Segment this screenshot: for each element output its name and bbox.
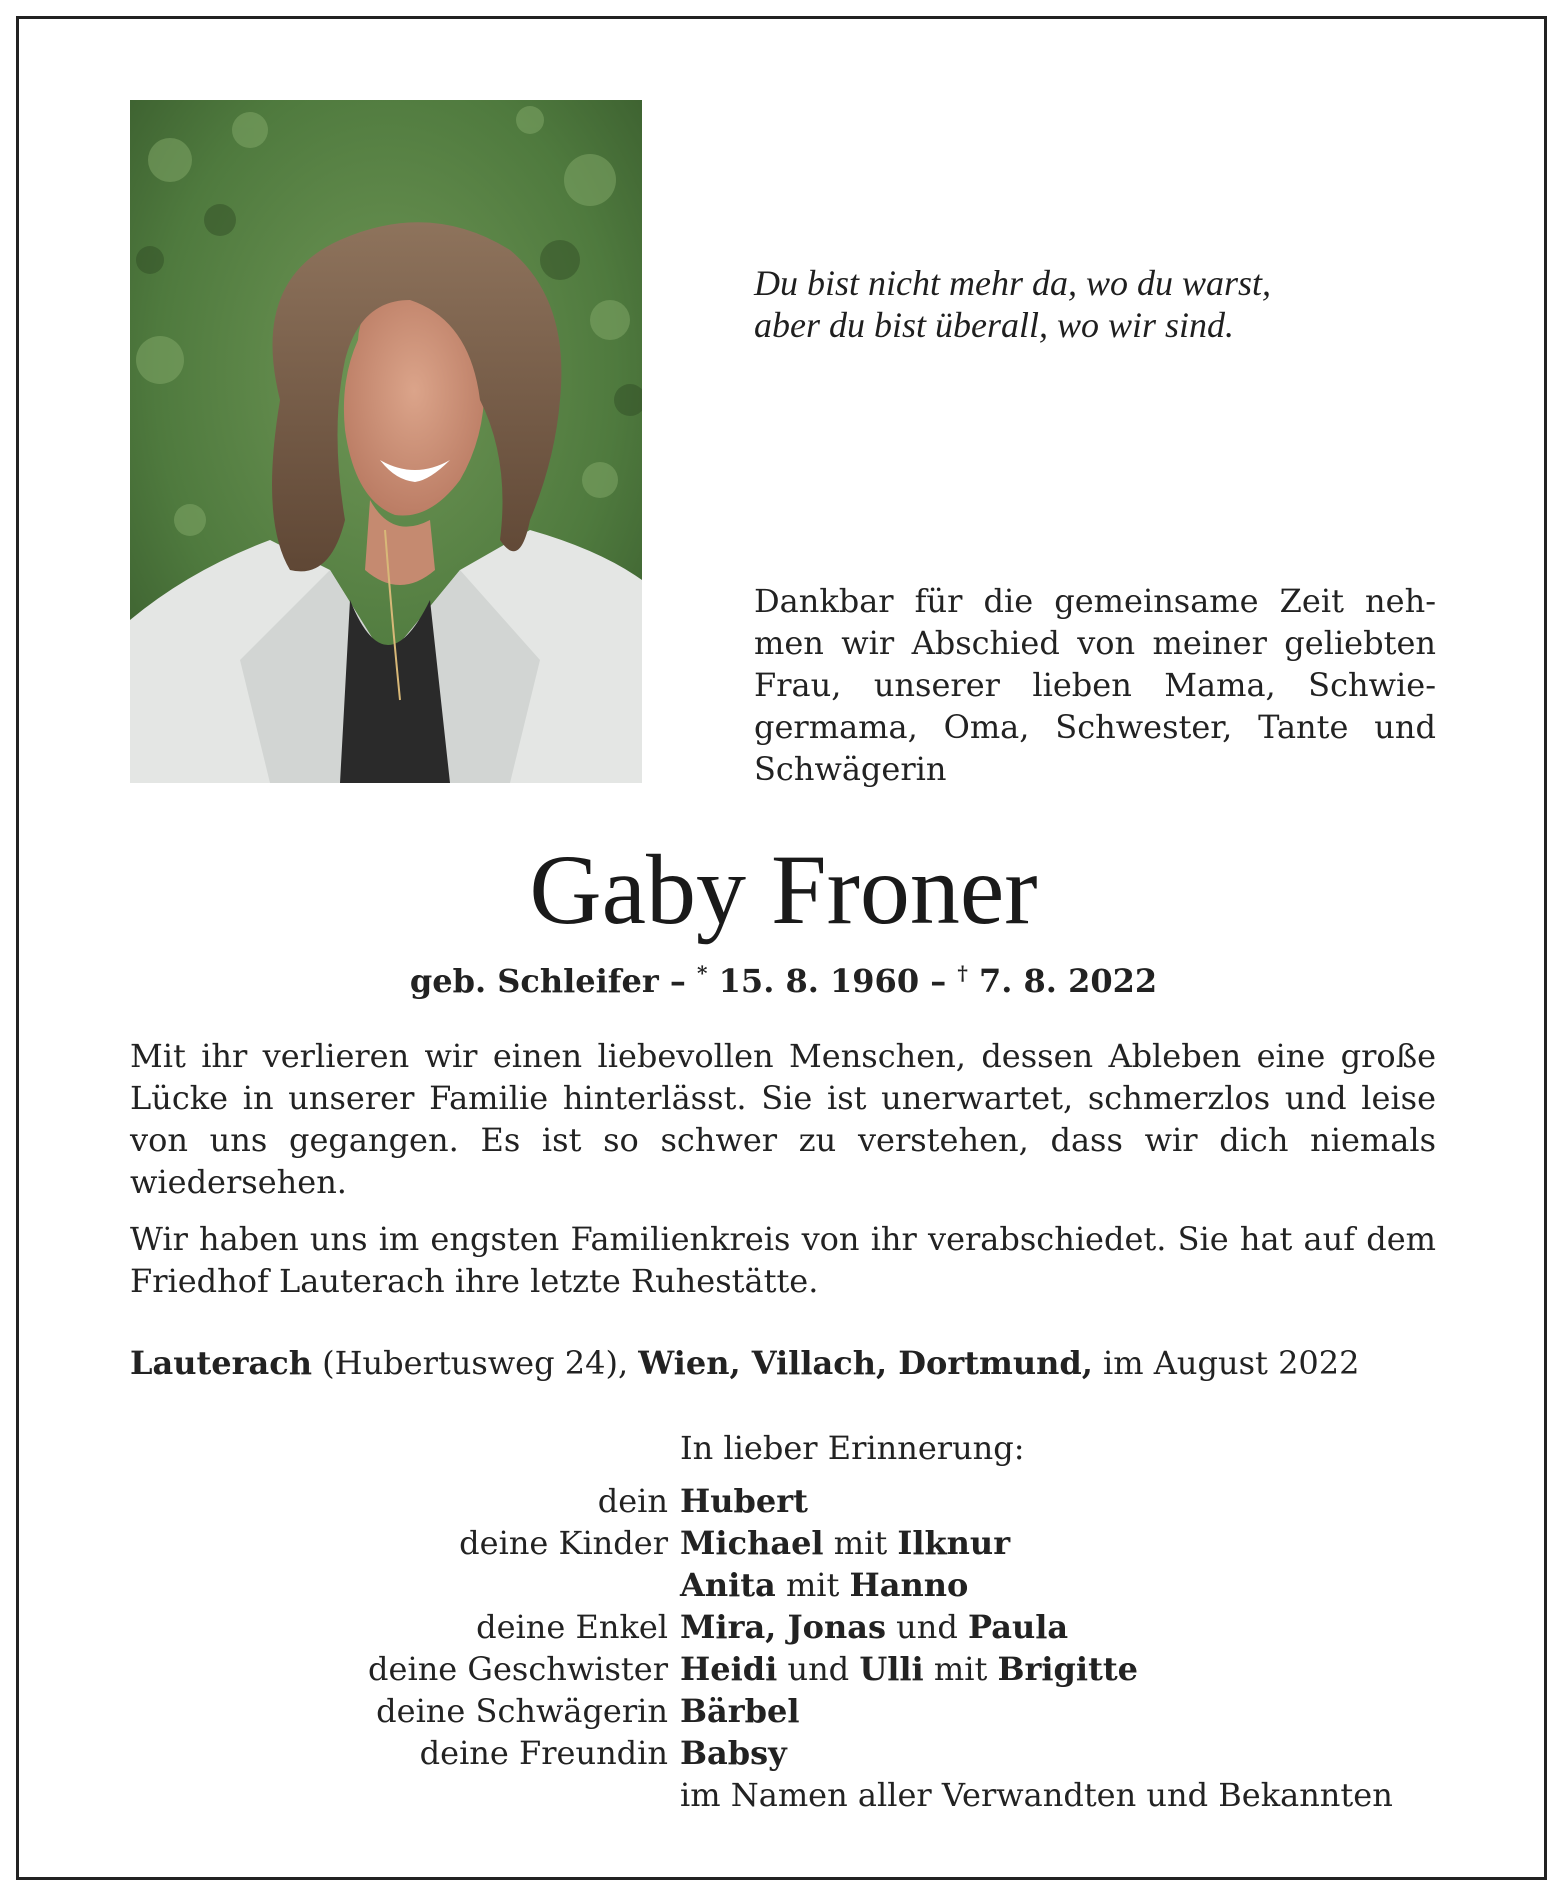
mourner-name: Anita (680, 1566, 776, 1604)
mourner-row (0, 1648, 1567, 1690)
mourner-name: Brigitte (997, 1650, 1138, 1688)
relation-label: deine Schwägerin (376, 1692, 668, 1730)
date-separator: – (919, 962, 958, 1000)
mourner-names (680, 1522, 1010, 1564)
relation-label: deine Geschwister (368, 1650, 668, 1688)
mourner-name: Hanno (849, 1566, 969, 1604)
connector: mit (775, 1566, 850, 1604)
burial-paragraph: Wir haben uns im engsten Familienkreis von ihr verabschiedet. Sie hat auf dem Friedhof Lauterach ihre letzte Ruhestätte. (130, 1220, 1436, 1300)
relation-label: deine Enkel (476, 1608, 668, 1646)
portrait-photo-icon (130, 100, 642, 783)
mourner-names (680, 1564, 968, 1606)
quote-line: Du bist nicht mehr da, wo du warst, (754, 263, 1272, 303)
mourner-name: Ulli (859, 1650, 924, 1688)
mourner-names (680, 1480, 808, 1522)
mourner-names (680, 1690, 800, 1732)
relation-label: deine Kinder (459, 1524, 668, 1562)
memory-heading: In lieber Erinnerung: (680, 1429, 1025, 1467)
death-symbol: † (957, 961, 968, 985)
birth-symbol: * (697, 961, 708, 985)
mourner-name: Michael (680, 1524, 824, 1562)
mourner-row (0, 1774, 1567, 1816)
date-separator: – (658, 962, 698, 1000)
life-dates (0, 952, 1567, 1002)
relation-label: dein (597, 1482, 668, 1520)
memorial-quote (754, 262, 1454, 346)
mourner-names (680, 1648, 1138, 1690)
deceased-name: Gaby Froner (529, 834, 1038, 945)
mourner-name: Babsy (680, 1734, 787, 1772)
mourner-row (0, 1606, 1567, 1648)
hometown: Lauterach (130, 1344, 312, 1382)
publication-date: im August 2022 (1092, 1344, 1360, 1382)
other-cities: Wien, Villach, Dortmund, (638, 1344, 1093, 1382)
connector: und (885, 1608, 968, 1646)
mourner-name: Heidi (680, 1650, 778, 1688)
mourner-row (0, 1732, 1567, 1774)
maiden-name: geb. Schleifer (409, 962, 659, 1000)
farewell-intro: Dankbar für die gemeinsame Zeit nehmen wir Abschied von meiner geliebten Frau, unserer lieben Mama, Schwiegermama, Oma, Schwester, Tante und Schwägerin (754, 582, 1436, 788)
mourner-names (680, 1732, 787, 1774)
connector: und (777, 1650, 860, 1688)
mourner-row (0, 1522, 1567, 1564)
death-date: 7. 8. 2022 (967, 962, 1158, 1000)
mourners-list (0, 1480, 1567, 1816)
mourner-names (680, 1606, 1068, 1648)
mourner-name: Bärbel (680, 1692, 800, 1730)
mourner-name: Ilknur (897, 1524, 1011, 1562)
memorial-paragraph: Mit ihr verlieren wir einen liebevollen Menschen, dessen Ableben eine große Lücke in unserer Familie hinterlässt. Sie ist unerwartet, schmerzlos und leise von uns gegangen. Es ist so schwer zu verstehen, dass wir dich niemals wiedersehen. (130, 1037, 1436, 1201)
connector: mit (823, 1524, 898, 1562)
birth-date: 15. 8. 1960 (707, 962, 920, 1000)
mourner-name: Mira, Jonas (680, 1608, 886, 1646)
relation-label: deine Freundin (419, 1734, 668, 1772)
mourner-row (0, 1690, 1567, 1732)
closing-line: im Namen aller Verwandten und Bekannten (680, 1776, 1393, 1814)
mourner-row (0, 1480, 1567, 1522)
mourner-name: Paula (968, 1608, 1069, 1646)
portrait-photo (130, 100, 642, 783)
address: (Hubertusweg 24), (311, 1344, 639, 1382)
quote-line: aber du bist überall, wo wir sind. (754, 305, 1235, 345)
mourner-row (0, 1564, 1567, 1606)
place-and-date (130, 1342, 1470, 1384)
mourner-name: Hubert (680, 1482, 808, 1520)
connector: mit (923, 1650, 998, 1688)
